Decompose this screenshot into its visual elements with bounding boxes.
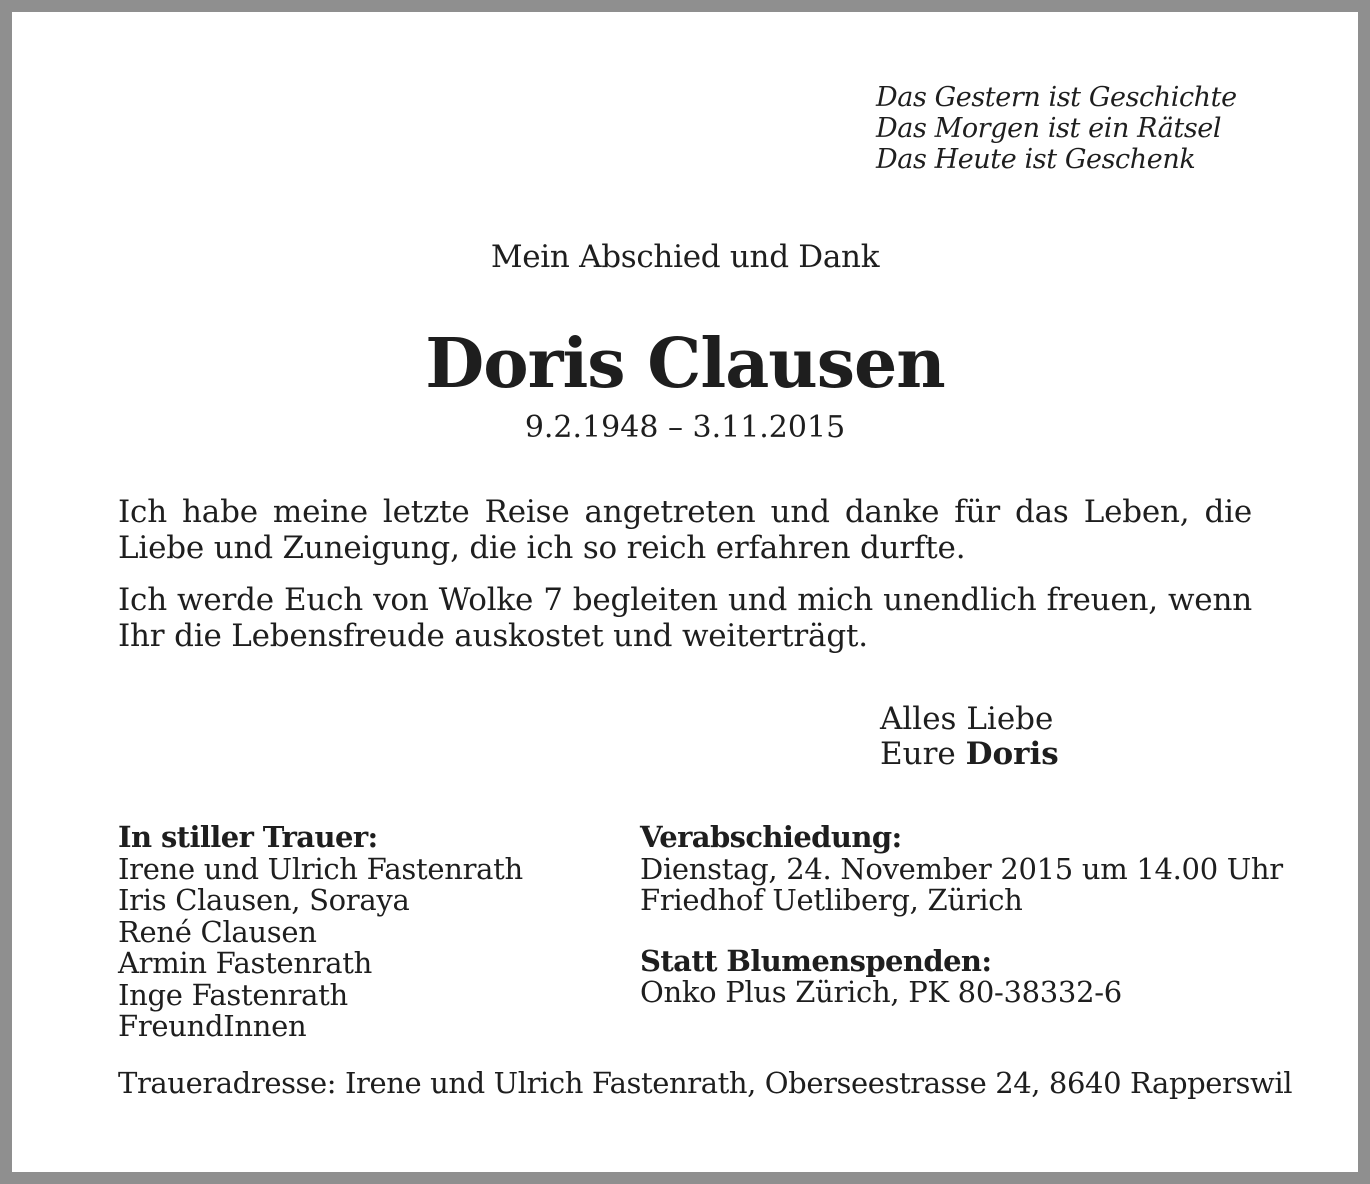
- mourner-name: Armin Fastenrath: [118, 946, 372, 980]
- mourning-address: Traueradresse: Irene und Ulrich Fastenrath, Oberseestrasse 24, 8640 Rapperswil: [118, 1066, 1293, 1100]
- mourners-section: [118, 822, 523, 1043]
- intro-heading: Mein Abschied und Dank: [490, 239, 880, 275]
- signoff: [880, 702, 1059, 772]
- mourner-name: René Clausen: [118, 914, 317, 949]
- obituary-page: [12, 12, 1358, 1172]
- motto-line: Das Heute ist Geschenk: [876, 144, 1196, 175]
- farewell-datetime: Dienstag, 24. November 2015 um 14.00 Uhr: [640, 851, 1283, 886]
- donations-heading: Statt Blumenspenden:: [640, 943, 992, 978]
- message-paragraph-2: Ich werde Euch von Wolke 7 begleiten und mich unendlich freuen, wenn Ihr die Lebensfreude auskostet und weiterträgt.: [118, 582, 1252, 654]
- farewell-location: Friedhof Uetliberg, Zürich: [640, 883, 1023, 917]
- life-dates: 9.2.1948 – 3.11.2015: [524, 410, 846, 445]
- motto-verse: [876, 82, 1237, 175]
- signoff-prefix: Eure: [880, 736, 956, 772]
- ceremony-section: [640, 822, 1283, 1009]
- mourner-name: Inge Fastenrath: [118, 977, 348, 1012]
- mourners-heading: In stiller Trauer:: [118, 820, 378, 854]
- mourner-name: Irene und Ulrich Fastenrath: [118, 851, 523, 886]
- message-paragraph-1: Ich habe meine letzte Reise angetreten und danke für das Leben, die Liebe und Zuneigung, die ich so reich erfahren durfte.: [118, 494, 1252, 566]
- signoff-line-2: [880, 737, 1059, 772]
- motto-line: Das Gestern ist Geschichte: [876, 82, 1237, 113]
- section-spacer: [640, 917, 1283, 946]
- mourner-name: Iris Clausen, Soraya: [118, 883, 410, 917]
- signoff-line-1: Alles Liebe: [880, 701, 1054, 737]
- motto-line: Das Morgen ist ein Rätsel: [876, 113, 1222, 144]
- farewell-heading: Verabschiedung:: [640, 820, 902, 854]
- mourner-name: FreundInnen: [118, 1009, 307, 1043]
- signoff-name: Doris: [965, 736, 1059, 772]
- donations-info: Onko Plus Zürich, PK 80-38332-6: [640, 975, 1122, 1009]
- deceased-name: Doris Clausen: [425, 324, 945, 404]
